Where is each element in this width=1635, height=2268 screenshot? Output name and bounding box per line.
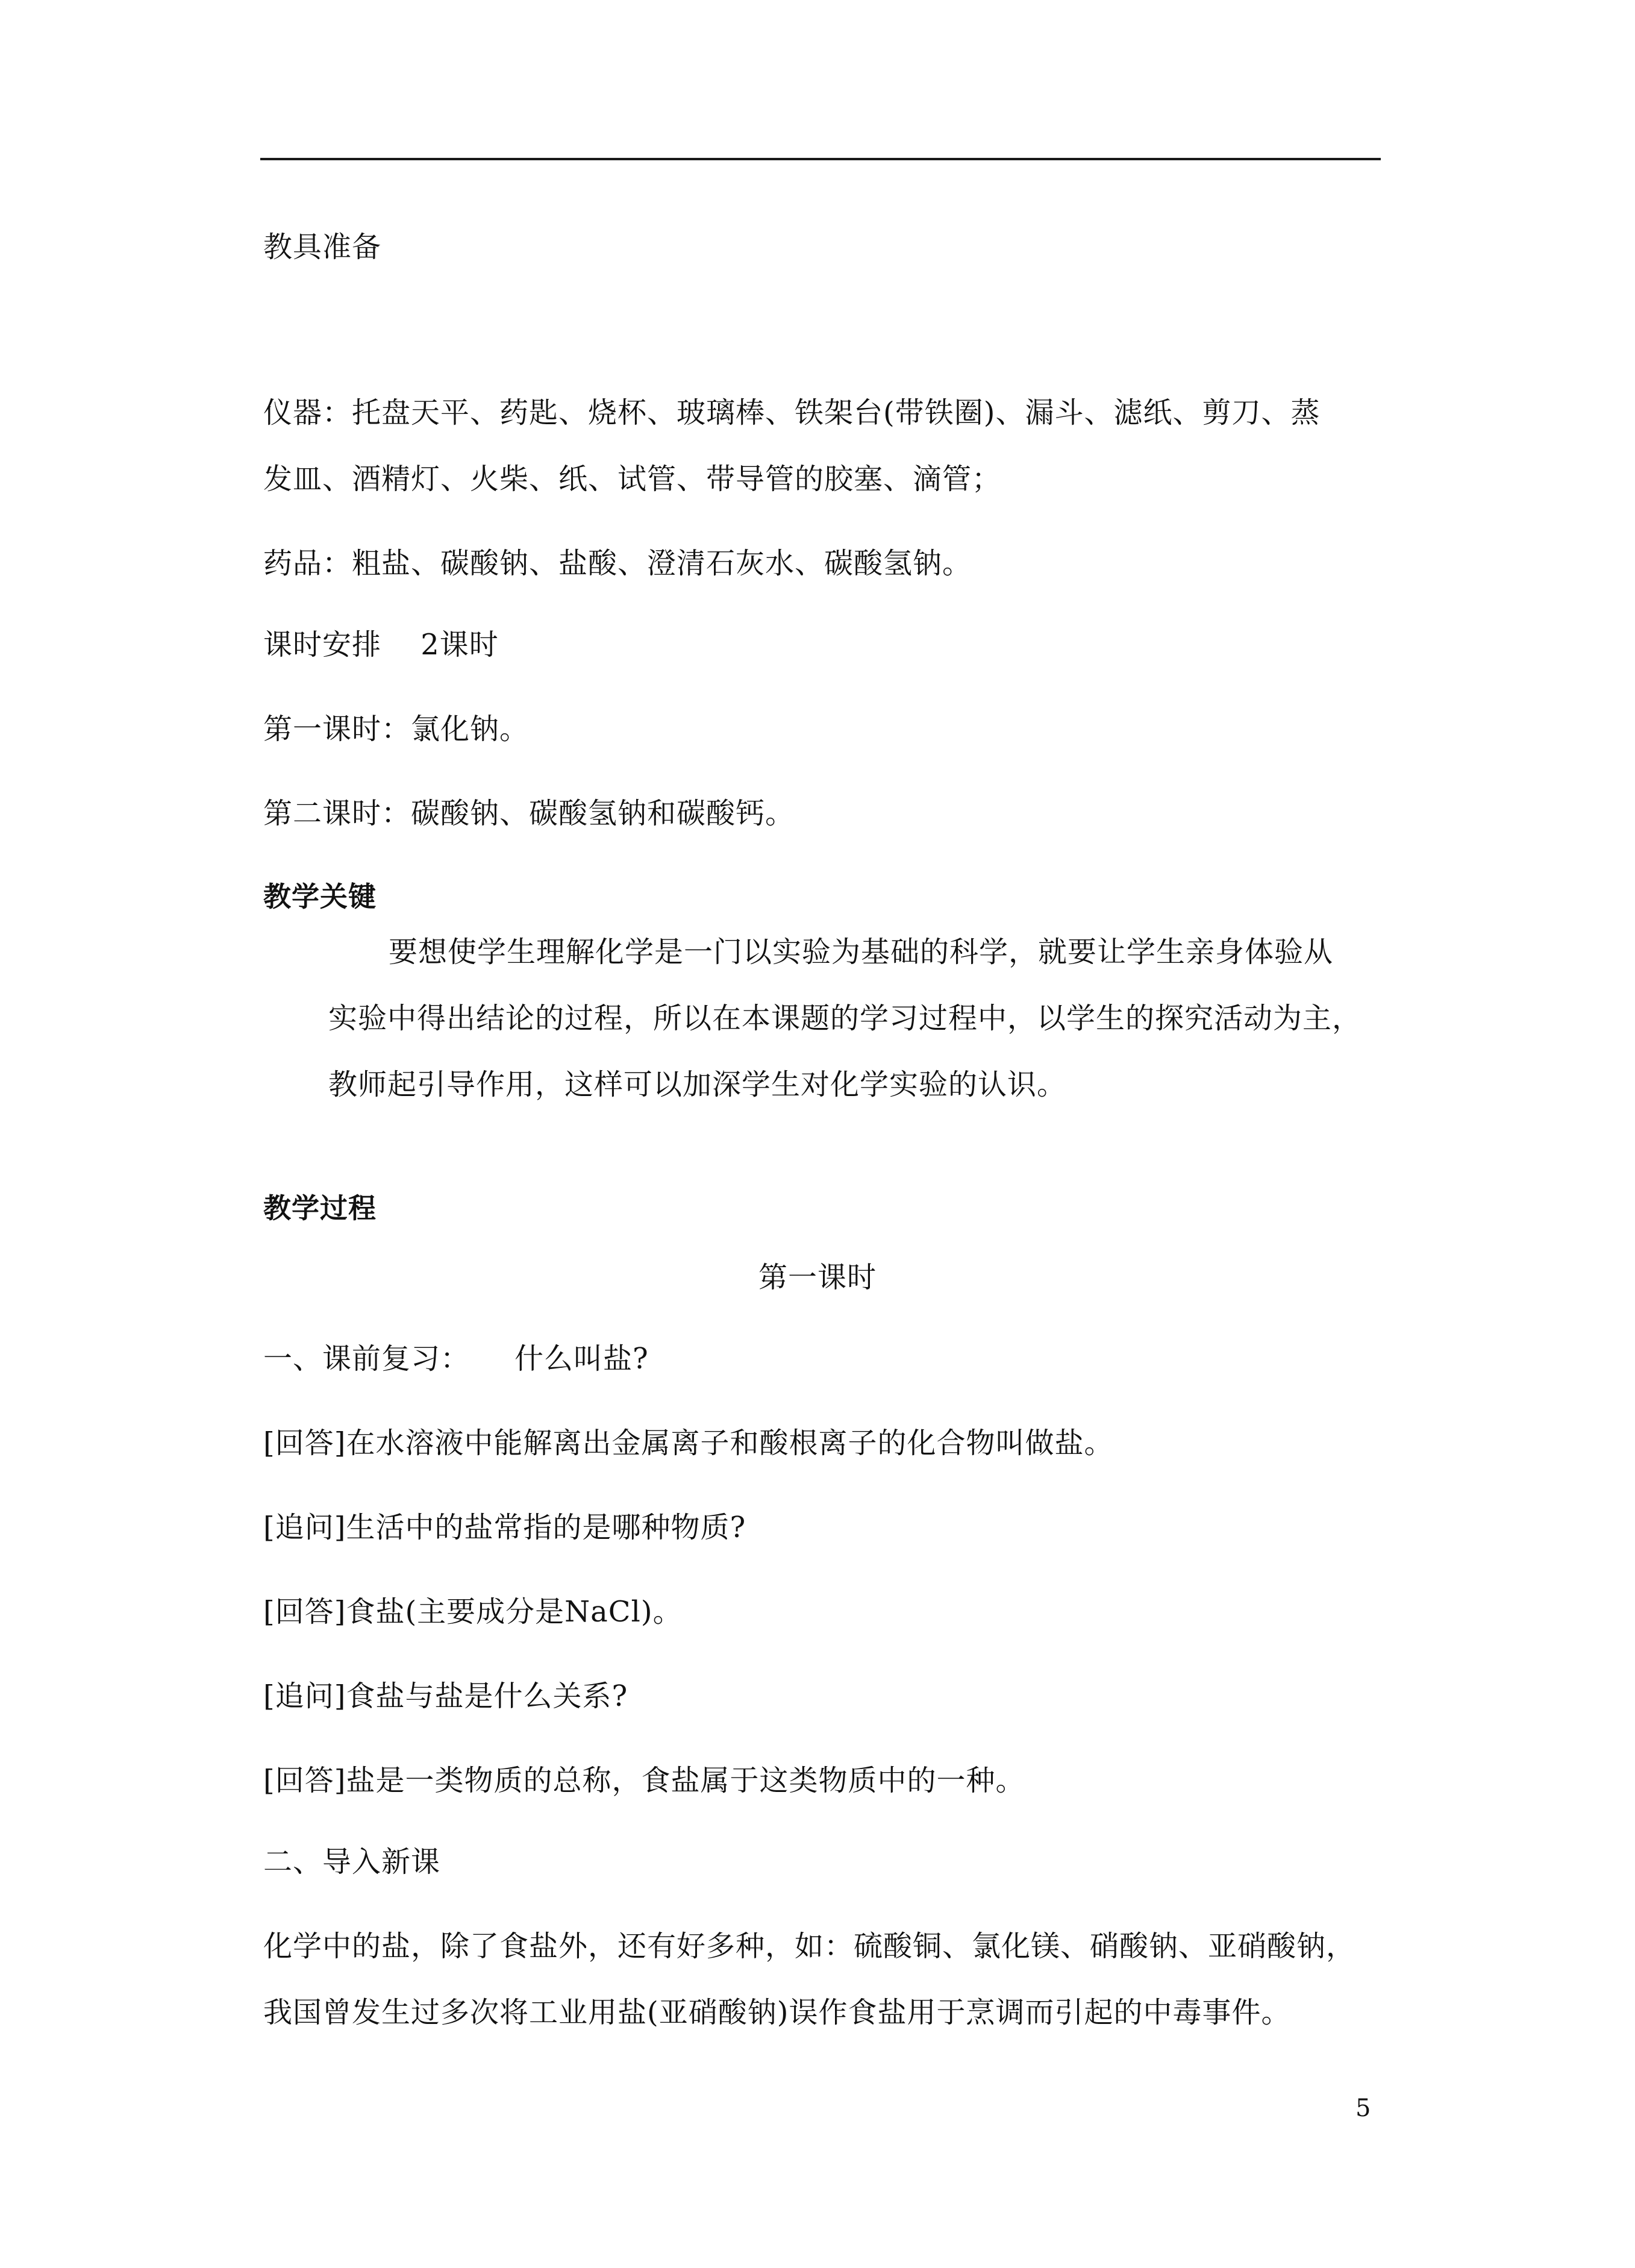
teaching-key-line-3: 教师起引导作用，这样可以加深学生对化学实验的认识。 — [328, 1068, 1067, 1101]
reagents-line: 药品：粗盐、碳酸钠、盐酸、澄清石灰水、碳酸氢钠。 — [263, 547, 972, 580]
header-rule — [260, 158, 1381, 160]
answer-line-2: [回答]食盐(主要成分是NaCl)。 — [263, 1595, 683, 1629]
lesson-two-line: 第二课时：碳酸钠、碳酸氢钠和碳酸钙。 — [263, 797, 795, 830]
teaching-aids-heading: 教具准备 — [263, 230, 382, 264]
answer-line-3: [回答]盐是一类物质的总称，食盐属于这类物质中的一种。 — [263, 1764, 1025, 1797]
teaching-key-line-1: 要想使学生理解化学是一门以实验为基础的科学，就要让学生亲身体验从 — [389, 935, 1334, 969]
review-line: 一、课前复习： 什么叫盐? — [263, 1342, 649, 1376]
page-number: 5 — [1355, 2094, 1371, 2122]
lesson-one-line: 第一课时：氯化钠。 — [263, 712, 530, 746]
intro-line-1: 化学中的盐，除了食盐外，还有好多种，如：硫酸铜、氯化镁、硝酸钠、亚硝酸钠， — [263, 1929, 1356, 1963]
question-line-1: [追问]生活中的盐常指的是哪种物质? — [263, 1511, 746, 1544]
first-lesson-title: 第一课时 — [758, 1261, 877, 1294]
instruments-line-1: 仪器：托盘天平、药匙、烧杯、玻璃棒、铁架台(带铁圈)、漏斗、滤纸、剪刀、蒸 — [263, 396, 1321, 430]
schedule-line: 课时安排 2课时 — [263, 628, 499, 662]
intro-heading: 二、导入新课 — [263, 1845, 441, 1879]
intro-line-2: 我国曾发生过多次将工业用盐(亚硝酸钠)误作食盐用于烹调而引起的中毒事件。 — [263, 1996, 1291, 2029]
answer-line-1: [回答]在水溶液中能解离出金属离子和酸根离子的化合物叫做盐。 — [263, 1426, 1114, 1460]
instruments-line-2: 发皿、酒精灯、火柴、纸、试管、带导管的胶塞、滴管； — [263, 462, 1002, 496]
teaching-process-heading: 教学过程 — [263, 1192, 377, 1224]
question-line-2: [追问]食盐与盐是什么关系? — [263, 1679, 628, 1713]
teaching-key-line-2: 实验中得出结论的过程，所以在本课题的学习过程中，以学生的探究活动为主， — [328, 1001, 1362, 1035]
teaching-key-heading: 教学关键 — [263, 880, 377, 913]
